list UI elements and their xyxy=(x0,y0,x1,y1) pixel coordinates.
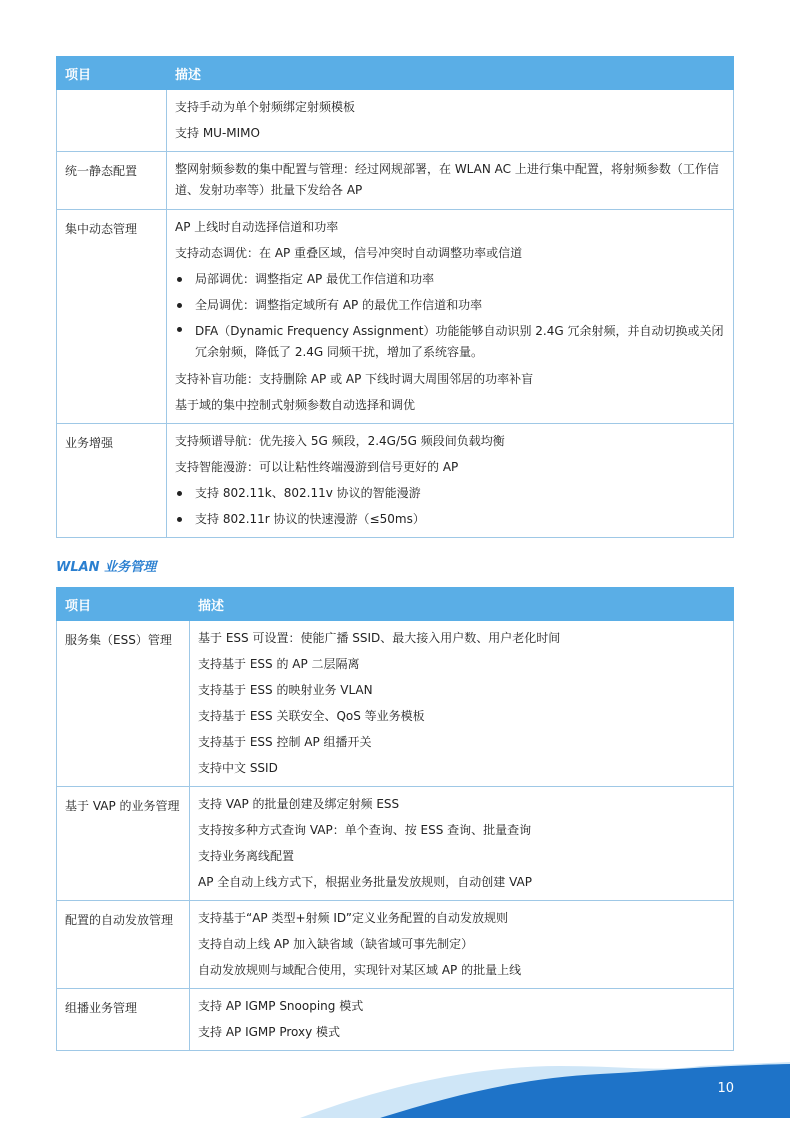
description-line: 支持中文 SSID xyxy=(198,761,278,775)
bullet-item: 支持 802.11k、802.11v 协议的智能漫游 xyxy=(175,480,725,506)
description-line: AP 全自动上线方式下，根据业务批量发放规则，自动创建 VAP xyxy=(198,875,532,889)
page-number: 10 xyxy=(717,1081,734,1096)
table-row xyxy=(57,210,734,424)
wlan-service-table xyxy=(56,587,734,1051)
row-item-cell: 配置的自动发放管理 xyxy=(57,901,190,989)
table-row xyxy=(57,621,734,787)
row-description-cell xyxy=(167,424,734,538)
header-item: 项目 xyxy=(57,588,190,621)
bullet-item: 局部调优：调整指定 AP 最优工作信道和功率 xyxy=(175,266,725,292)
description-line: 支持自动上线 AP 加入缺省域（缺省域可事先制定） xyxy=(198,937,474,951)
row-item-cell: 组播业务管理 xyxy=(57,989,190,1051)
description-line: 支持 VAP 的批量创建及绑定射频 ESS xyxy=(198,797,400,811)
bullet-item: 全局调优：调整指定域所有 AP 的最优工作信道和功率 xyxy=(175,292,725,318)
description-line: 支持补盲功能：支持删除 AP 或 AP 下线时调大周围邻居的功率补盲 xyxy=(175,372,534,386)
description-line: AP 上线时自动选择信道和功率 xyxy=(175,220,339,234)
description-line: 支持按多种方式查询 VAP：单个查询、按 ESS 查询、批量查询 xyxy=(198,823,532,837)
description-line: 支持动态调优：在 AP 重叠区域，信号冲突时自动调整功率或信道 xyxy=(175,246,523,260)
row-item-cell: 集中动态管理 xyxy=(57,210,167,424)
description-line: 整网射频参数的集中配置与管理：经过网规部署，在 WLAN AC 上进行集中配置，将射频参数（工作信道、发射功率等）批量下发给各 AP xyxy=(175,162,719,197)
table-row xyxy=(57,424,734,538)
header-item: 项目 xyxy=(57,57,167,90)
row-description-cell xyxy=(167,210,734,424)
row-description-cell xyxy=(190,787,734,901)
description-line: 支持 AP IGMP Proxy 模式 xyxy=(198,1025,341,1039)
description-line: 支持业务离线配置 xyxy=(198,849,295,863)
footer-wave xyxy=(0,1058,790,1118)
table-row xyxy=(57,787,734,901)
table-row xyxy=(57,90,734,152)
header-description: 描述 xyxy=(190,588,734,621)
row-item-cell xyxy=(57,90,167,152)
table-row xyxy=(57,989,734,1051)
table-row xyxy=(57,152,734,210)
row-item-cell: 基于 VAP 的业务管理 xyxy=(57,787,190,901)
row-item-cell: 服务集（ESS）管理 xyxy=(57,621,190,787)
row-item-cell: 业务增强 xyxy=(57,424,167,538)
description-line: 支持智能漫游：可以让粘性终端漫游到信号更好的 AP xyxy=(175,460,459,474)
bullet-item: DFA（Dynamic Frequency Assignment）功能能够自动识别 2.4G 冗余射频，并自动切换或关闭冗余射频，降低了 2.4G 同频干扰，增加了系统容量。 xyxy=(175,318,725,366)
table-row xyxy=(57,901,734,989)
description-line: 支持基于 ESS 的 AP 二层隔离 xyxy=(198,657,360,671)
row-description-cell xyxy=(190,989,734,1051)
description-line: 支持 AP IGMP Snooping 模式 xyxy=(198,999,364,1013)
table-header-row xyxy=(57,57,734,90)
wave-decoration xyxy=(0,1058,790,1118)
description-line: 支持 MU-MIMO xyxy=(175,126,260,140)
bullet-item: 支持 802.11r 协议的快速漫游（≤50ms） xyxy=(175,506,725,532)
description-line: 自动发放规则与域配合使用，实现针对某区域 AP 的批量上线 xyxy=(198,963,522,977)
description-line: 基于域的集中控制式射频参数自动选择和调优 xyxy=(175,398,416,412)
description-line: 支持频谱导航：优先接入 5G 频段，2.4G/5G 频段间负载均衡 xyxy=(175,434,505,448)
description-line: 支持基于 ESS 关联安全、QoS 等业务模板 xyxy=(198,709,425,723)
radio-management-table xyxy=(56,56,734,538)
row-description-cell xyxy=(167,152,734,210)
description-line: 支持基于“AP 类型+射频 ID”定义业务配置的自动发放规则 xyxy=(198,911,509,925)
row-description-cell xyxy=(190,621,734,787)
description-line: 基于 ESS 可设置：使能广播 SSID、最大接入用户数、用户老化时间 xyxy=(198,631,561,645)
section-title: WLAN 业务管理 xyxy=(56,560,157,575)
row-description-cell xyxy=(167,90,734,152)
description-line: 支持基于 ESS 控制 AP 组播开关 xyxy=(198,735,372,749)
description-line: 支持基于 ESS 的映射业务 VLAN xyxy=(198,683,373,697)
header-description: 描述 xyxy=(167,57,734,90)
table-header-row xyxy=(57,588,734,621)
row-description-cell xyxy=(190,901,734,989)
row-item-cell: 统一静态配置 xyxy=(57,152,167,210)
description-line: 支持手动为单个射频绑定射频模板 xyxy=(175,100,356,114)
